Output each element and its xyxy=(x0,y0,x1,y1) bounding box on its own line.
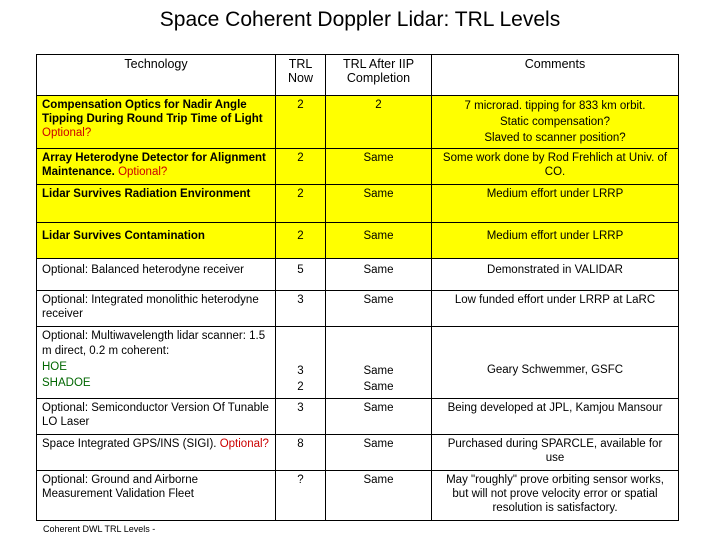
footer-note: Coherent DWL TRL Levels - xyxy=(43,524,156,534)
header-trl-now: TRL Now xyxy=(276,55,326,96)
comment-cell: Demonstrated in VALIDAR xyxy=(432,259,679,291)
trl-after-cell: Same xyxy=(326,149,432,185)
trl-after-cell: Same xyxy=(326,185,432,223)
technology-cell xyxy=(37,149,276,185)
comment-cell: May "roughly" prove orbiting sensor works, but will not prove velocity error or spatial resolution is satisfactory. xyxy=(432,471,679,521)
trl-after-cell: Same xyxy=(326,259,432,291)
trl-now-shadoe: 2 xyxy=(297,381,304,393)
comment-cell: Low funded effort under LRRP at LaRC xyxy=(432,291,679,327)
trl-now-cell xyxy=(276,327,326,399)
technology-cell: Optional: Balanced heterodyne receiver xyxy=(37,259,276,291)
trl-now-cell: 5 xyxy=(276,259,326,291)
optional-tag: Optional? xyxy=(42,127,92,139)
comment-cell: Purchased during SPARCLE, available for use xyxy=(432,435,679,471)
trl-now-cell: 2 xyxy=(276,96,326,149)
table-row xyxy=(37,223,679,259)
table-row xyxy=(37,435,679,471)
technology-text: Optional: Multiwavelength lidar scanner: 1.5 m direct, 0.2 m coherent: xyxy=(42,330,266,357)
technology-text: Space Integrated GPS/INS (SIGI). xyxy=(42,438,217,450)
technology-cell xyxy=(37,435,276,471)
technology-cell xyxy=(37,96,276,149)
table-row xyxy=(37,399,679,435)
technology-cell xyxy=(37,327,276,399)
trl-now-cell: 8 xyxy=(276,435,326,471)
trl-now-cell: ? xyxy=(276,471,326,521)
trl-now-cell: 2 xyxy=(276,185,326,223)
trl-after-cell: Same xyxy=(326,435,432,471)
trl-now-cell: 3 xyxy=(276,399,326,435)
header-comments: Comments xyxy=(432,55,679,96)
trl-table xyxy=(36,54,679,521)
technology-text: Array Heterodyne Detector for Alignment Maintenance. xyxy=(42,152,266,178)
optional-tag: Optional? xyxy=(118,166,168,178)
comment-cell: Medium effort under LRRP xyxy=(432,185,679,223)
comment-cell: Medium effort under LRRP xyxy=(432,223,679,259)
table-row xyxy=(37,96,679,149)
comment-line: 7 microrad. tipping for 833 km orbit. xyxy=(464,100,646,112)
trl-after-hoe: Same xyxy=(363,365,394,377)
table-row xyxy=(37,185,679,223)
trl-now-cell: 2 xyxy=(276,149,326,185)
table-header-row xyxy=(37,55,679,96)
comment-line: Static compensation? xyxy=(500,116,610,128)
hoe-label: HOE xyxy=(42,361,67,373)
header-trl-after: TRL After IIP Completion xyxy=(326,55,432,96)
table-row xyxy=(37,149,679,185)
comment-cell: Some work done by Rod Frehlich at Univ. of CO. xyxy=(432,149,679,185)
trl-now-hoe: 3 xyxy=(297,365,304,377)
shadoe-label: SHADOE xyxy=(42,377,91,389)
page-title: Space Coherent Doppler Lidar: TRL Levels xyxy=(159,8,561,31)
trl-now-cell: 2 xyxy=(276,223,326,259)
header-technology: Technology xyxy=(37,55,276,96)
table-row xyxy=(37,291,679,327)
technology-cell: Optional: Integrated monolithic heterodyne receiver xyxy=(37,291,276,327)
trl-now-cell: 3 xyxy=(276,291,326,327)
trl-after-cell xyxy=(326,327,432,399)
technology-cell: Lidar Survives Radiation Environment xyxy=(37,185,276,223)
trl-after-shadoe: Same xyxy=(363,381,394,393)
technology-cell: Lidar Survives Contamination xyxy=(37,223,276,259)
technology-text: Compensation Optics for Nadir Angle Tipping During Round Trip Time of Light xyxy=(42,99,263,125)
trl-after-cell: Same xyxy=(326,399,432,435)
table-row xyxy=(37,471,679,521)
comment-cell: Being developed at JPL, Kamjou Mansour xyxy=(432,399,679,435)
comment-cell xyxy=(432,96,679,149)
trl-after-cell: Same xyxy=(326,291,432,327)
comment-cell: Geary Schwemmer, GSFC xyxy=(432,327,679,399)
technology-cell: Optional: Ground and Airborne Measurement Validation Fleet xyxy=(37,471,276,521)
trl-after-cell: Same xyxy=(326,471,432,521)
table-row xyxy=(37,327,679,399)
table-row xyxy=(37,259,679,291)
technology-cell: Optional: Semiconductor Version Of Tunable LO Laser xyxy=(37,399,276,435)
optional-tag: Optional? xyxy=(219,438,269,450)
trl-after-cell: Same xyxy=(326,223,432,259)
comment-line: Slaved to scanner position? xyxy=(484,132,626,144)
trl-after-cell: 2 xyxy=(326,96,432,149)
